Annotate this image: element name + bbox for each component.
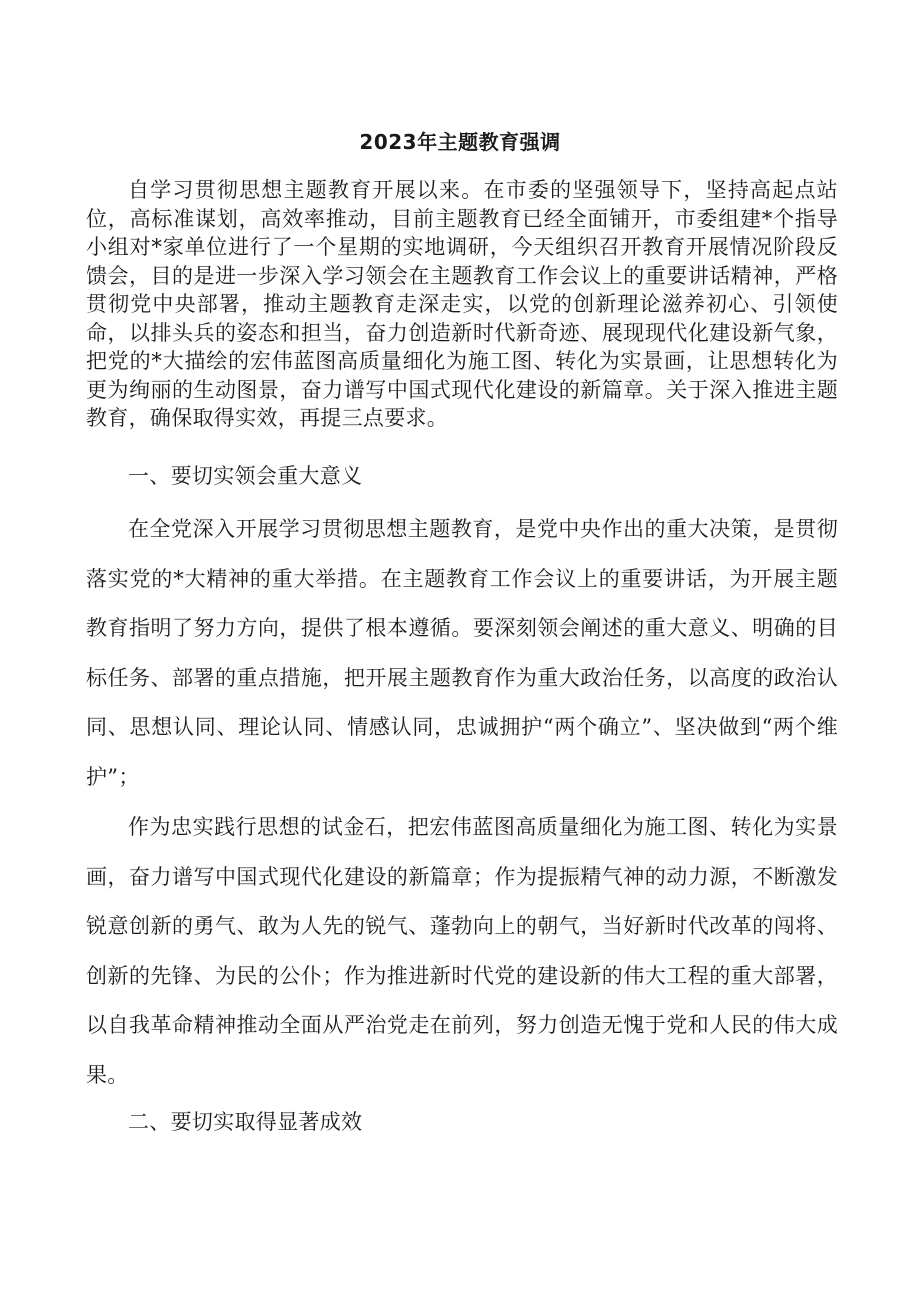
intro-paragraph: 自学习贯彻思想主题教育开展以来。在市委的坚强领导下，坚持高起点站位，高标准谋划，高效率推动，目前主题教育已经全面铺开，市委组建*个指导小组对*家单位进行了一个星期的实地调研，今天组织召开教育开展情况阶段反馈会，目的是进一步深入学习领会在主题教育工作会议上的重要讲话精神，严格贯彻党中央部署，推动主题教育走深走实，以党的创新理论滋养初心、引领使命，以排头兵的姿态和担当，奋力创造新时代新奇迹、展现现代化建设新气象，把党的*大描绘的宏伟蓝图高质量细化为施工图、转化为实景画，让思想转化为更为绚丽的生动图景，奋力谱写中国式现代化建设的新篇章。关于深入推进主题教育，确保取得实效，再提三点要求。 bbox=[86, 178, 838, 430]
document-title: 2023年主题教育强调 bbox=[359, 130, 561, 154]
section-heading-2: 二、要切实取得显著成效 bbox=[128, 1110, 363, 1134]
section-1-paragraph-2: 作为忠实践行思想的试金石，把宏伟蓝图高质量细化为施工图、转化为实景画，奋力谱写中国式现代化建设的新篇章；作为提振精气神的动力源，不断激发锐意创新的勇气、敢为人先的锐气、蓬勃向上的朝气，当好新时代改革的闯将、创新的先锋、为民的公仆；作为推进新时代党的建设新的伟大工程的重大部署，以自我革命精神推动全面从严治党走在前列，努力创造无愧于党和人民的伟大成果。 bbox=[86, 815, 838, 1087]
section-heading-1: 一、要切实领会重大意义 bbox=[128, 464, 363, 488]
section-1-paragraph-1: 在全党深入开展学习贯彻思想主题教育，是党中央作出的重大决策，是贯彻落实党的*大精神的重大举措。在主题教育工作会议上的重要讲话，为开展主题教育指明了努力方向，提供了根本遵循。要深刻领会阐述的重大意义、明确的目标任务、部署的重点措施，把开展主题教育作为重大政治任务，以高度的政治认同、思想认同、理论认同、情感认同，忠诚拥护“两个确立”、坚决做到“两个维护”； bbox=[86, 517, 838, 789]
